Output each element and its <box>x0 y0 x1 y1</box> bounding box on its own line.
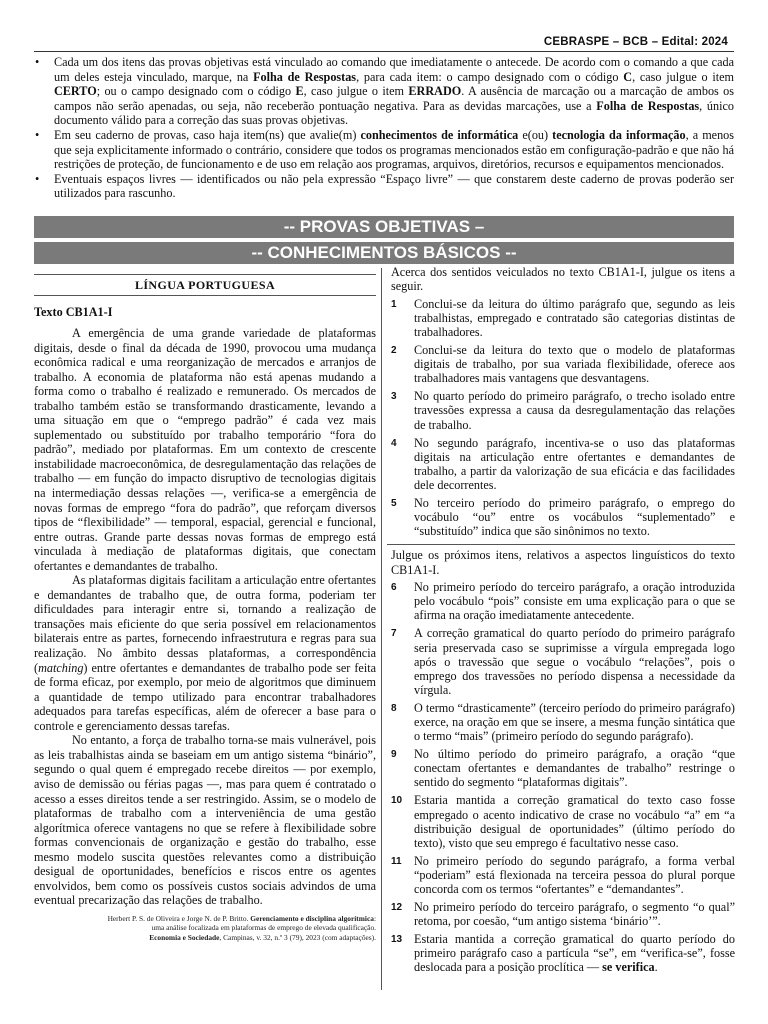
question-number: 8 <box>391 702 397 714</box>
question-item <box>387 900 735 928</box>
instructions-block <box>30 55 734 201</box>
question-text: No primeiro período do terceiro parágrafo, o segmento “o qual” retoma, por coesão, “um antigo sistema ‘binário’”. <box>414 900 735 929</box>
question-text: O termo “drasticamente” (terceiro período do primeiro parágrafo) exerce, na oração em que se insere, a mesma função sintática que o termo “mais” (primeiro período do segundo parágrafo). <box>414 700 735 744</box>
question-text: No primeiro período do segundo parágrafo, a forma verbal “poderiam” está flexionada na terceira pessoa do plural porque concorda com os termos “ofertantes” e “demandantes”. <box>414 853 735 896</box>
banner-provas-objetivas: -- PROVAS OBJETIVAS – <box>34 216 734 238</box>
question-number: 12 <box>391 902 403 914</box>
question-text: A correção gramatical do quarto período do primeiro parágrafo seria preservada caso se suprimisse a vírgula empregada logo após o travessão que segue o vocábulo “relações”, pois o emprego dos travessões no período dispensa a necessidade da vírgula. <box>414 626 735 697</box>
question-number: 5 <box>391 498 397 510</box>
question-number: 13 <box>391 934 403 946</box>
question-item <box>387 793 735 849</box>
question-number: 2 <box>391 345 397 357</box>
question-number: 1 <box>391 298 397 310</box>
question-item <box>387 701 735 743</box>
question-number: 11 <box>391 855 402 867</box>
banner-conhecimentos-basicos: -- CONHECIMENTOS BÁSICOS -- <box>34 242 734 264</box>
question-number: 9 <box>391 749 397 761</box>
question-item <box>387 747 735 789</box>
question-text: No quarto período do primeiro parágrafo, o trecho isolado entre travessões expressa a causa da desregulamentação das relações de trabalho. <box>414 389 735 432</box>
text-title: Texto CB1A1-I <box>34 305 113 319</box>
section-title: LÍNGUA PORTUGUESA <box>34 274 376 296</box>
article-paragraph: A emergência de uma grande variedade de plataformas digitais, desde o final da década de 1990, provocou uma mudança econômica radical e uma reorganização de mercados e arranjos de trabalho. A economia de plataforma não está apenas mudando a forma como o trabalho é realizado e remunerado. Os mercados de trabalho também estão se transformando drasticamente, levando a uma situação em que o “emprego padrão” é cada vez mais suplementado ou substituído por trabalho temporário “fora do padrão”, mediado por plataformas. Em um contexto de crescente instabilidade macroeconômica, de desregulamentação das relações de trabalho — em função do impacto disruptivo de tecnologias digitais na intermediação dessas relações —, verifica-se a emergência de novas formas de emprego “fora do padrão”, que reforçam diversos tipos de “flexibilidade” — temporal, espacial, gerencial e funcional, entre outras. Grande parte dessas novas formas de emprego está vinculada à mediação de plataformas digitais, que conectam ofertantes e demandantes de trabalho. <box>34 326 376 573</box>
question-item <box>387 389 735 431</box>
left-column <box>34 268 376 990</box>
question-item <box>387 580 735 622</box>
column-divider <box>381 268 382 990</box>
header-rule <box>34 51 734 52</box>
article-text <box>34 326 376 908</box>
exam-header: CEBRASPE – BCB – Edital: 2024 <box>543 36 728 48</box>
question-text: Conclui-se da leitura do último parágrafo que, segundo as leis trabalhistas, empregado e contratado são categorias distintas de trabalhadores. <box>414 296 735 339</box>
question-number: 3 <box>391 391 397 403</box>
question-intro: Acerca dos sentidos veiculados no texto CB1A1-I, julgue os itens a seguir. <box>391 265 735 294</box>
instruction-item: • Eventuais espaços livres — identificados ou não pela expressão “Espaço livre” — que constarem deste caderno de provas poderão ser utilizados para rascunho. <box>30 172 734 201</box>
question-text: Estaria mantida a correção gramatical do texto caso fosse empregado o acento indicativo de crase no vocábulo “a” em “a distribuição desigual de oportunidades” (último período do texto), visto que seu emprego é facultativo nesse caso. <box>414 793 735 850</box>
article-paragraph: No entanto, a força de trabalho torna-se mais vulnerável, pois as leis trabalhistas ainda se baseiam em um antigo sistema “binário”, segundo o qual quem é empregado recebe direitos — por exemplo, aviso de demissão ou férias pagas —, mas para quem é contratado o acesso a esses direitos tende a ser restringido. Assim, se o modelo de plataformas de trabalho com a interveniência de uma gestão algorítmica oferece vantagens no que se refere à flexibilidade sobre formas convencionais de organização e gestão do trabalho, esse mesmo modelo suscita questões relevantes como a distribuição desigual de oportunidades, benefícios e riscos entre os agentes envolvidos, bem como os possíveis custos sociais advindos de uma eventual precarização das relações de trabalho. <box>34 733 376 908</box>
question-number: 4 <box>391 437 397 449</box>
question-text: No segundo parágrafo, incentiva-se o uso das plataformas digitais na articulação entre ofertantes e demandantes de trabalho, a partir da valorização de sua eficácia e das facilidades dele decorrentes. <box>414 435 735 492</box>
question-number: 10 <box>391 795 403 807</box>
question-text: No último período do primeiro parágrafo, a oração “que conectam ofertantes e demandantes de trabalho” restringe o sentido do segmento “plataformas digitais”. <box>414 747 735 790</box>
question-item <box>387 932 735 974</box>
article-paragraph: As plataformas digitais facilitam a articulação entre ofertantes e demandantes de trabalho que, de outra forma, poderiam ter dificuldades para interagir entre si, tornando a realização de transações mais eficiente do que seria possível em relacionamentos bilaterais entre as partes, fornecendo infraestrutura e regras para sua realização. No âmbito dessas plataformas, a correspondência (matching) entre ofertantes e demandantes de trabalho pode ser feita de forma eficaz, por exemplo, por meio de algoritmos que diminuem a quantidade de tempo utilizado para encontrar trabalhadores adequados para tarefas específicas, além de oferecer a base para o controle e gerenciamento dessas tarefas. <box>34 573 376 733</box>
question-text: Estaria mantida a correção gramatical do quarto período do primeiro parágrafo caso a partícula “se”, em “verifica-se”, fosse deslocada para a posição proclítica — se verifica. <box>414 932 735 975</box>
question-intro: Julgue os próximos itens, relativos a aspectos linguísticos do texto CB1A1-I. <box>387 544 735 577</box>
question-item <box>387 297 735 339</box>
question-list <box>387 580 735 974</box>
instruction-item: • Em seu caderno de provas, caso haja item(ns) que avalie(m) conhecimentos de informática e(ou) tecnologia da informação, a menos que seja explicitamente informado o contrário, considere que todos os programas mencionados estão em configuração-padrão e que não há restrições de proteção, de funcionamento e de uso em relação aos programas, arquivos, diretórios, recursos e equipamentos mencionados. <box>30 128 734 172</box>
question-list <box>387 297 735 539</box>
question-number: 6 <box>391 582 397 594</box>
question-number: 7 <box>391 628 397 640</box>
question-item <box>387 343 735 385</box>
right-column <box>387 265 735 979</box>
instruction-item: • Cada um dos itens das provas objetivas está vinculado ao comando que imediatamente o antecede. De acordo com o comando a que cada um deles esteja vinculado, marque, na Folha de Respostas, para cada item: o campo designado com o código C, caso julgue o item CERTO; ou o campo designado com o código E, caso julgue o item ERRADO. A ausência de marcação ou a marcação de ambos os campos não serão apenadas, ou seja, não receberão pontuação negativa. Para as devidas marcações, use a Folha de Respostas, único documento válido para a correção das suas provas objetivas. <box>30 55 734 128</box>
question-text: Conclui-se da leitura do texto que o modelo de plataformas digitais de trabalho, por sua variada flexibilidade, oferece aos trabalhadores mais vantagens que desvantagens. <box>414 343 735 386</box>
question-item <box>387 854 735 896</box>
citation: Herbert P. S. de Oliveira e Jorge N. de P. Britto. Gerenciamento e disciplina algorítmica: uma análise focalizada em plataformas de emprego de elevada qualificação. Economia e Sociedade, Campinas, v. 32, n.º 3 (79), 2023 (com adaptações). <box>107 913 376 942</box>
question-item <box>387 436 735 492</box>
question-item <box>387 496 735 538</box>
question-text: No terceiro período do primeiro parágrafo, o emprego do vocábulo “ou” entre os vocábulos “suplementado” e “substituído” indica que são sinônimos no texto. <box>414 496 735 539</box>
question-item <box>387 626 735 696</box>
question-text: No primeiro período do terceiro parágrafo, a oração introduzida pelo vocábulo “pois” consiste em uma explicação para o que se afirma na oração imediatamente antecedente. <box>414 580 735 623</box>
